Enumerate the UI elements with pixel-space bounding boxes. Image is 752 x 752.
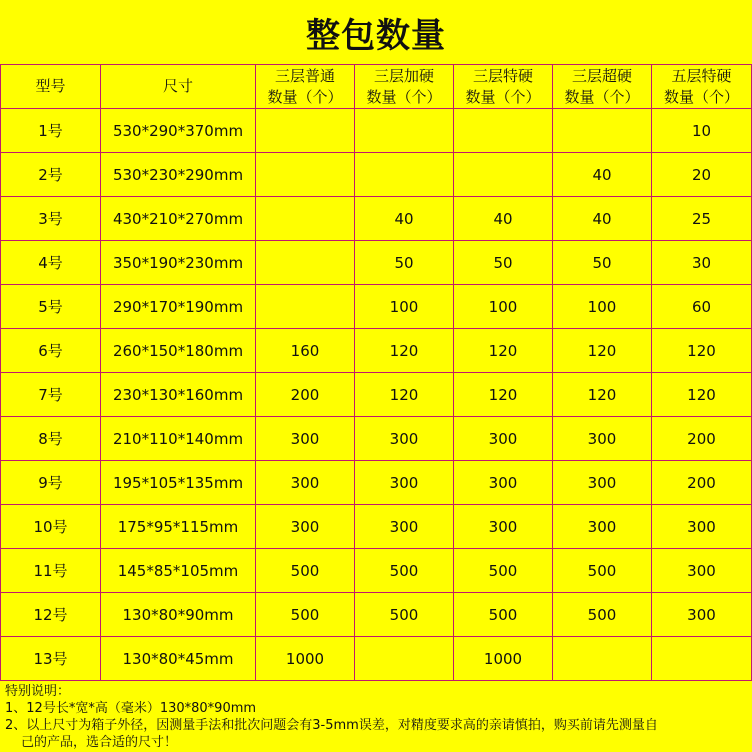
quantity-cell: 500: [355, 593, 454, 637]
quantity-cell: 200: [652, 417, 752, 461]
column-header-line-1: 三层特硬: [472, 66, 533, 85]
quantity-cell: [355, 637, 454, 681]
table-row: [1, 109, 752, 153]
quantity-cell: 100: [553, 285, 652, 329]
table-row: [1, 197, 752, 241]
quantity-cell: [652, 637, 752, 681]
quantity-cell: 300: [652, 549, 752, 593]
quantity-cell: 300: [454, 417, 553, 461]
column-header-line-2: 数量（个）: [267, 87, 343, 106]
column-header-line-1: 三层加硬: [373, 66, 434, 85]
table-header-row: [1, 65, 752, 109]
quantity-cell: 300: [652, 505, 752, 549]
quantity-cell: 120: [355, 373, 454, 417]
size-cell: 130*80*90mm: [101, 593, 256, 637]
column-header: [454, 65, 553, 109]
quantity-cell: 300: [454, 505, 553, 549]
column-header-line-2: 数量（个）: [564, 87, 640, 106]
quantity-cell: 40: [355, 197, 454, 241]
size-cell: 130*80*45mm: [101, 637, 256, 681]
model-cell: 1号: [1, 109, 101, 153]
quantity-cell: 500: [553, 593, 652, 637]
quantity-cell: 100: [454, 285, 553, 329]
quantity-cell: 200: [652, 461, 752, 505]
size-cell: 530*290*370mm: [101, 109, 256, 153]
notes-line-2: 2、以上尺寸为箱子外径，因测量手法和批次问题会有3-5mm误差，对精度要求高的亲请慎拍，购买前请先测量自: [5, 718, 658, 733]
quantity-cell: 1000: [256, 637, 355, 681]
model-cell: 3号: [1, 197, 101, 241]
model-cell: 6号: [1, 329, 101, 373]
quantity-cell: [256, 241, 355, 285]
quantity-cell: 50: [454, 241, 553, 285]
quantity-cell: [256, 153, 355, 197]
model-cell: 12号: [1, 593, 101, 637]
notes-heading: 特别说明：: [5, 684, 71, 699]
model-cell: 8号: [1, 417, 101, 461]
notes-line-3: 己的产品，选合适的尺寸！: [21, 735, 178, 750]
model-cell: 2号: [1, 153, 101, 197]
table-body: [1, 109, 752, 681]
size-cell: 350*190*230mm: [101, 241, 256, 285]
table-row: [1, 417, 752, 461]
quantity-cell: 300: [256, 505, 355, 549]
quantity-cell: [256, 109, 355, 153]
quantity-cell: 120: [553, 329, 652, 373]
column-header-line-2: 数量（个）: [663, 87, 739, 106]
size-cell: 230*130*160mm: [101, 373, 256, 417]
quantity-cell: 20: [652, 153, 752, 197]
table-row: [1, 637, 752, 681]
quantity-cell: 500: [256, 549, 355, 593]
quantity-cell: 300: [454, 461, 553, 505]
quantity-cell: 120: [652, 373, 752, 417]
model-cell: 5号: [1, 285, 101, 329]
quantity-cell: 40: [553, 153, 652, 197]
quantity-cell: 500: [454, 593, 553, 637]
column-header: [652, 65, 752, 109]
column-header-line-1: 五层特硬: [671, 66, 732, 85]
quantity-table: [0, 64, 752, 681]
table-row: [1, 153, 752, 197]
quantity-cell: 500: [454, 549, 553, 593]
table-row: [1, 593, 752, 637]
quantity-cell: 300: [355, 505, 454, 549]
quantity-cell: 500: [553, 549, 652, 593]
size-cell: 175*95*115mm: [101, 505, 256, 549]
size-cell: 290*170*190mm: [101, 285, 256, 329]
quantity-cell: 200: [256, 373, 355, 417]
size-cell: 430*210*270mm: [101, 197, 256, 241]
table-row: [1, 373, 752, 417]
quantity-cell: 120: [454, 373, 553, 417]
quantity-cell: 100: [355, 285, 454, 329]
quantity-cell: 120: [652, 329, 752, 373]
table-row: [1, 461, 752, 505]
model-cell: 7号: [1, 373, 101, 417]
table-row: [1, 549, 752, 593]
quantity-cell: 10: [652, 109, 752, 153]
quantity-cell: 160: [256, 329, 355, 373]
column-header-line-1: 三层普通: [274, 66, 335, 85]
quantity-cell: 300: [553, 417, 652, 461]
quantity-cell: [355, 153, 454, 197]
column-header-line-2: 数量（个）: [465, 87, 541, 106]
quantity-cell: [256, 285, 355, 329]
column-header-line-2: 数量（个）: [366, 87, 442, 106]
notes-line-1: 1、12号长*宽*高（毫米）130*80*90mm: [5, 701, 257, 716]
quantity-cell: 300: [355, 417, 454, 461]
quantity-cell: 40: [553, 197, 652, 241]
quantity-cell: [553, 109, 652, 153]
column-header: [1, 65, 101, 109]
quantity-cell: 1000: [454, 637, 553, 681]
quantity-cell: 120: [553, 373, 652, 417]
quantity-cell: 120: [454, 329, 553, 373]
column-header: [553, 65, 652, 109]
quantity-cell: 500: [256, 593, 355, 637]
model-cell: 4号: [1, 241, 101, 285]
quantity-cell: 300: [553, 461, 652, 505]
quantity-cell: [454, 153, 553, 197]
quantity-cell: 30: [652, 241, 752, 285]
quantity-cell: 300: [256, 417, 355, 461]
quantity-cell: 60: [652, 285, 752, 329]
page-title: 整包数量: [306, 15, 446, 56]
quantity-cell: 50: [355, 241, 454, 285]
model-cell: 11号: [1, 549, 101, 593]
table-row: [1, 241, 752, 285]
quantity-cell: 120: [355, 329, 454, 373]
quantity-cell: 300: [553, 505, 652, 549]
column-header-line-1: 型号: [35, 77, 66, 95]
quantity-cell: 40: [454, 197, 553, 241]
table-row: [1, 285, 752, 329]
size-cell: 195*105*135mm: [101, 461, 256, 505]
column-header-line-1: 三层超硬: [571, 66, 632, 85]
size-cell: 530*230*290mm: [101, 153, 256, 197]
model-cell: 13号: [1, 637, 101, 681]
column-header-line-1: 尺寸: [162, 77, 193, 95]
size-cell: 260*150*180mm: [101, 329, 256, 373]
quantity-cell: 300: [355, 461, 454, 505]
quantity-cell: 500: [355, 549, 454, 593]
special-notes: [0, 681, 752, 751]
quantity-cell: 300: [256, 461, 355, 505]
size-cell: 210*110*140mm: [101, 417, 256, 461]
quantity-cell: 50: [553, 241, 652, 285]
quantity-cell: [553, 637, 652, 681]
table-row: [1, 505, 752, 549]
quantity-cell: 300: [652, 593, 752, 637]
quantity-cell: [454, 109, 553, 153]
model-cell: 9号: [1, 461, 101, 505]
table-row: [1, 329, 752, 373]
quantity-cell: [355, 109, 454, 153]
column-header: [101, 65, 256, 109]
column-header: [355, 65, 454, 109]
quantity-cell: [256, 197, 355, 241]
column-header: [256, 65, 355, 109]
quantity-cell: 25: [652, 197, 752, 241]
size-cell: 145*85*105mm: [101, 549, 256, 593]
model-cell: 10号: [1, 505, 101, 549]
